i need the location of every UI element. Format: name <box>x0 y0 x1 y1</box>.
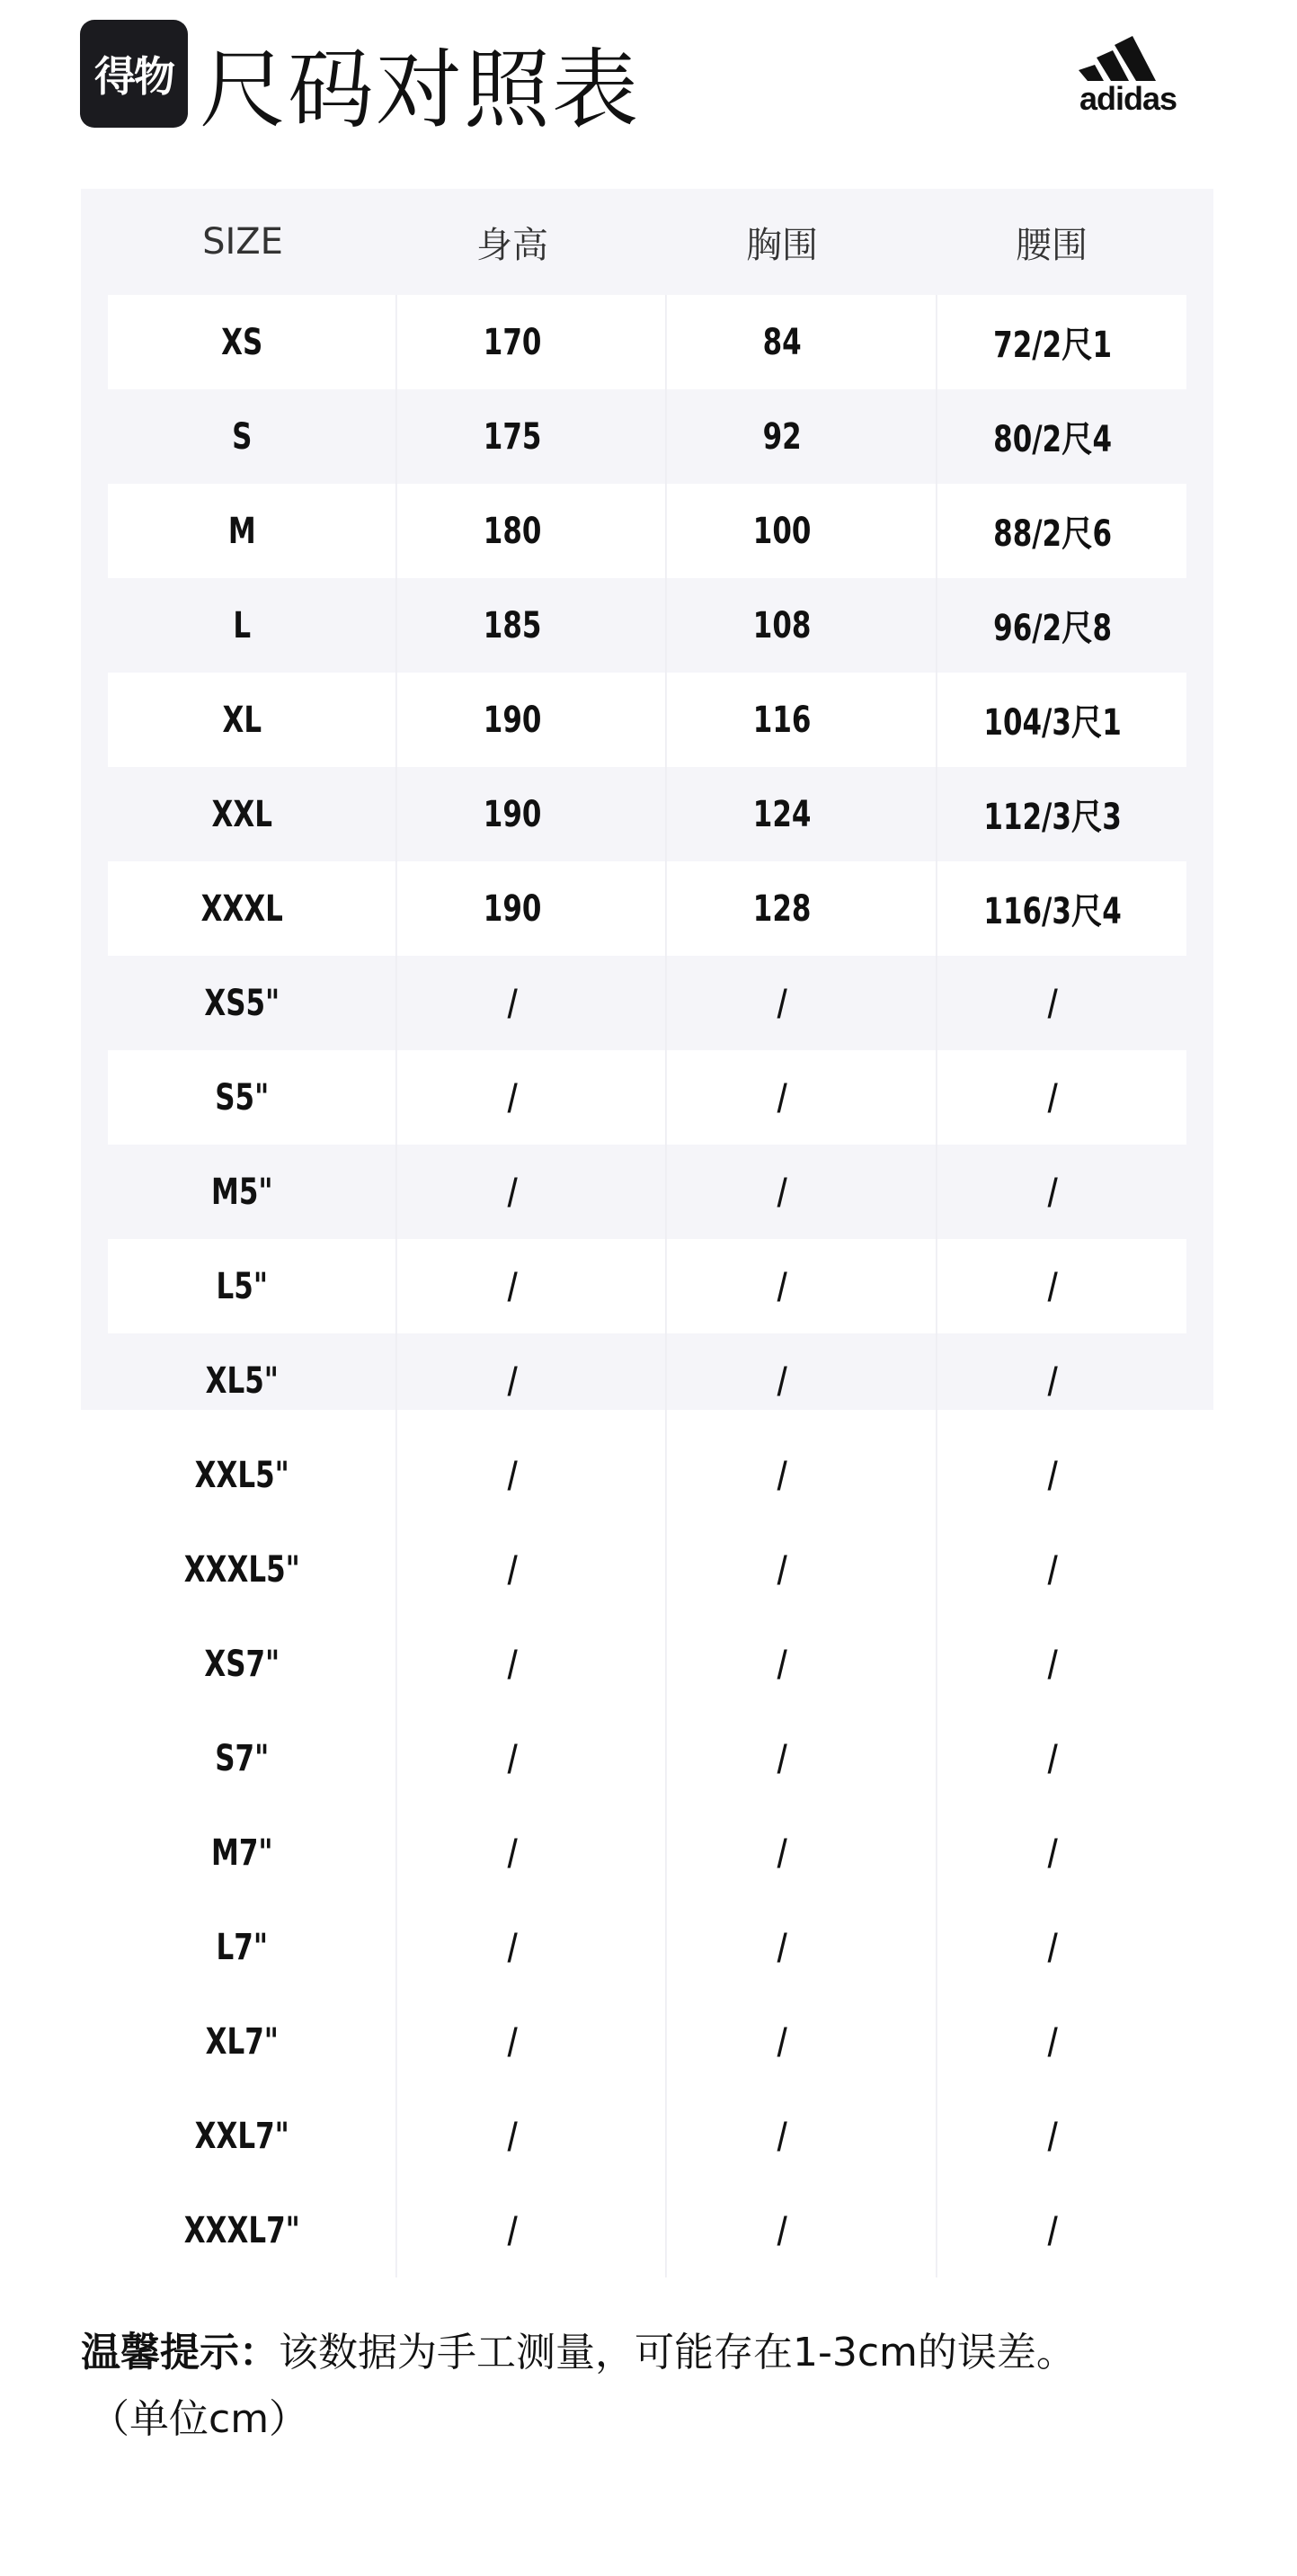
app-logo-text: 得物 <box>94 52 173 101</box>
cell-chest: / <box>665 1994 897 2089</box>
cell-height: 190 <box>395 767 627 861</box>
table-row <box>108 2089 1186 2183</box>
cell-size: XS <box>221 321 263 363</box>
cell-size: M <box>227 510 256 552</box>
cell-height: / <box>395 1428 627 1522</box>
cell-size: XXL5" <box>194 1454 289 1496</box>
cell-size: XXXL5" <box>183 1548 300 1591</box>
header-height: 身高 <box>476 224 548 266</box>
table-row <box>108 1428 1186 1522</box>
cell-size: XS7" <box>204 1643 280 1685</box>
cell-chest: 108 <box>665 578 897 673</box>
cell-chest: / <box>665 1617 897 1711</box>
cell-height: 190 <box>395 673 627 767</box>
cell-chest: 92 <box>665 389 897 484</box>
cell-waist: / <box>936 1050 1168 1145</box>
cell-size: M7" <box>211 1832 273 1874</box>
cell-height: / <box>395 2183 627 2277</box>
cell-waist: / <box>936 1994 1168 2089</box>
cell-height: / <box>395 1617 627 1711</box>
cell-waist: 104/3尺1 <box>936 673 1168 767</box>
table-row <box>108 1805 1186 1900</box>
cell-size: XL <box>222 699 262 741</box>
table-row <box>108 578 1186 673</box>
table-row <box>108 389 1186 484</box>
table-row <box>108 956 1186 1050</box>
cell-height: 190 <box>395 861 627 956</box>
cell-size: XXXL <box>200 887 283 930</box>
adidas-stripes-icon <box>1061 34 1195 81</box>
cell-height: 180 <box>395 484 627 578</box>
cell-chest: / <box>665 1050 897 1145</box>
cell-chest: / <box>665 1145 897 1239</box>
note-unit: （单位cm） <box>90 2396 309 2442</box>
cell-waist: / <box>936 1428 1168 1522</box>
cell-height: / <box>395 2089 627 2183</box>
cell-chest: / <box>665 1333 897 1428</box>
cell-waist: 72/2尺1 <box>936 295 1168 389</box>
cell-chest: 116 <box>665 673 897 767</box>
cell-size: S7" <box>215 1737 270 1779</box>
table-row <box>108 1050 1186 1145</box>
cell-chest: / <box>665 1428 897 1522</box>
table-row <box>108 1522 1186 1617</box>
cell-waist: / <box>936 1617 1168 1711</box>
cell-waist: 112/3尺3 <box>936 767 1168 861</box>
table-row <box>108 1994 1186 2089</box>
cell-height: / <box>395 1239 627 1333</box>
cell-chest: / <box>665 1900 897 1994</box>
table-row <box>108 295 1186 389</box>
measurement-note <box>81 2320 1231 2453</box>
cell-chest: / <box>665 1805 897 1900</box>
header <box>0 0 1297 180</box>
cell-height: / <box>395 1805 627 1900</box>
cell-chest: 100 <box>665 484 897 578</box>
cell-height: 185 <box>395 578 627 673</box>
cell-chest: / <box>665 2183 897 2277</box>
cell-height: / <box>395 1900 627 1994</box>
cell-size: L7" <box>216 1926 268 1968</box>
cell-waist: / <box>936 2089 1168 2183</box>
brand-logo <box>1061 34 1195 115</box>
cell-waist: / <box>936 1239 1168 1333</box>
cell-waist: / <box>936 1805 1168 1900</box>
cell-chest: / <box>665 2089 897 2183</box>
table-row <box>108 1145 1186 1239</box>
note-text: 该数据为手工测量，可能存在1-3cm的误差。 <box>279 2330 1076 2375</box>
cell-waist: / <box>936 956 1168 1050</box>
cell-waist: / <box>936 1522 1168 1617</box>
cell-size: XXXL7" <box>183 2209 300 2251</box>
cell-size: S5" <box>215 1076 270 1119</box>
header-chest: 胸围 <box>746 224 818 266</box>
cell-size: XXL <box>211 793 272 835</box>
cell-waist: 96/2尺8 <box>936 578 1168 673</box>
table-row <box>108 1900 1186 1994</box>
cell-height: / <box>395 1711 627 1805</box>
cell-chest: / <box>665 1711 897 1805</box>
note-label: 温馨提示： <box>81 2330 279 2375</box>
cell-size: XL7" <box>205 2020 279 2063</box>
cell-size: M5" <box>211 1171 273 1213</box>
cell-waist: 80/2尺4 <box>936 389 1168 484</box>
cell-height: / <box>395 1994 627 2089</box>
table-header <box>108 189 1186 295</box>
cell-height: / <box>395 1333 627 1428</box>
cell-size: XS5" <box>204 982 280 1024</box>
table-row <box>108 484 1186 578</box>
cell-waist: / <box>936 1333 1168 1428</box>
table-row <box>108 673 1186 767</box>
cell-waist: / <box>936 1711 1168 1805</box>
cell-size: S <box>232 415 253 458</box>
table-row <box>108 1239 1186 1333</box>
cell-waist: 88/2尺6 <box>936 484 1168 578</box>
table-row <box>108 861 1186 956</box>
header-size: SIZE <box>202 221 283 263</box>
cell-waist: / <box>936 1145 1168 1239</box>
page-title: 尺码对照表 <box>200 40 640 140</box>
cell-waist: 116/3尺4 <box>936 861 1168 956</box>
cell-height: / <box>395 956 627 1050</box>
cell-waist: / <box>936 2183 1168 2277</box>
cell-size: XXL7" <box>194 2115 289 2157</box>
brand-wordmark: adidas <box>1079 80 1177 117</box>
cell-height: / <box>395 1145 627 1239</box>
cell-size: L <box>233 604 252 646</box>
cell-chest: / <box>665 1522 897 1617</box>
cell-chest: / <box>665 1239 897 1333</box>
table-body <box>108 295 1186 2277</box>
cell-chest: 124 <box>665 767 897 861</box>
table-row <box>108 2183 1186 2277</box>
cell-height: / <box>395 1050 627 1145</box>
app-logo <box>80 20 188 128</box>
cell-chest: 128 <box>665 861 897 956</box>
cell-height: / <box>395 1522 627 1617</box>
cell-chest: 84 <box>665 295 897 389</box>
table-row <box>108 1617 1186 1711</box>
size-chart <box>81 189 1213 2251</box>
cell-chest: / <box>665 956 897 1050</box>
cell-waist: / <box>936 1900 1168 1994</box>
size-table <box>108 189 1186 2277</box>
table-row <box>108 1711 1186 1805</box>
cell-height: 170 <box>395 295 627 389</box>
cell-size: L5" <box>216 1265 268 1307</box>
header-waist: 腰围 <box>1016 224 1088 266</box>
cell-size: XL5" <box>205 1359 279 1402</box>
cell-height: 175 <box>395 389 627 484</box>
table-row <box>108 767 1186 861</box>
table-row <box>108 1333 1186 1428</box>
